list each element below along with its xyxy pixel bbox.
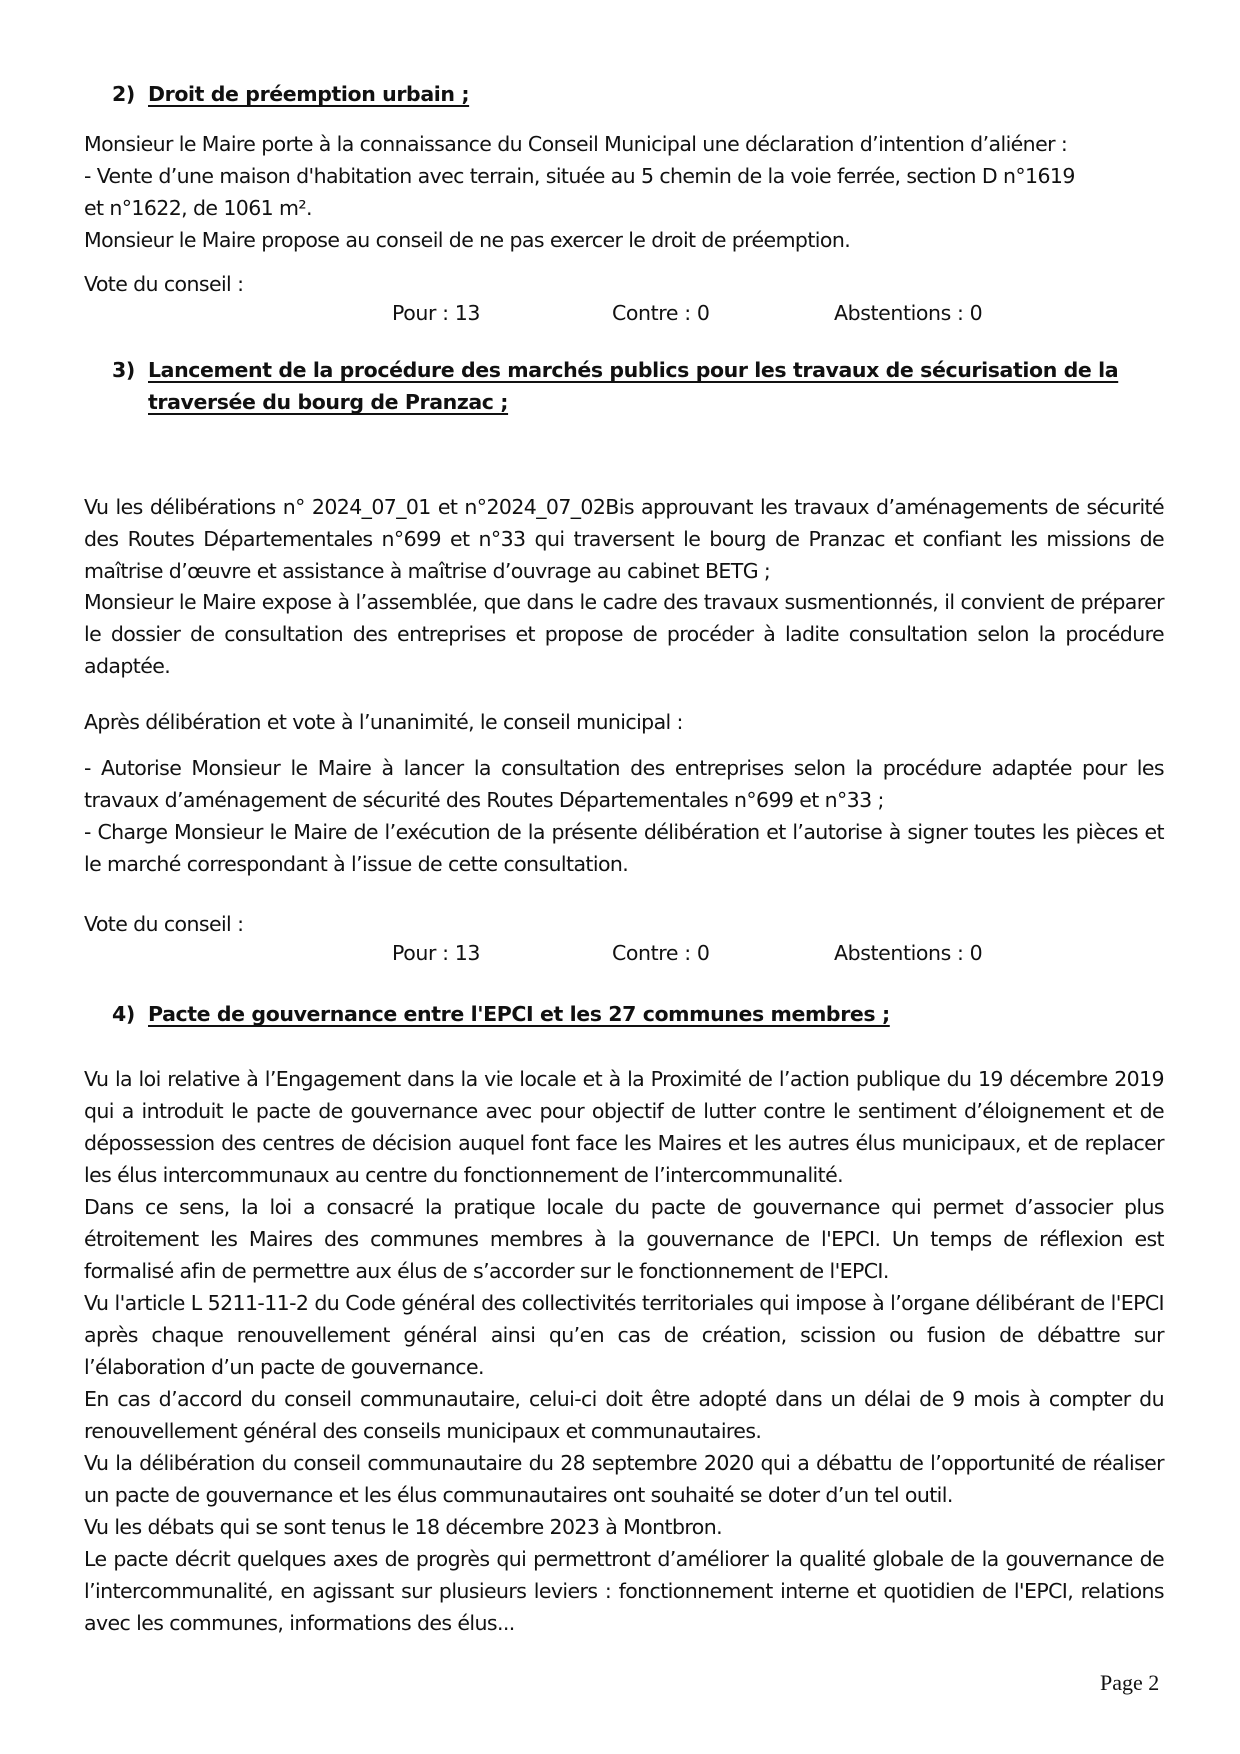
text-line: et n°1622, de 1061 m². — [84, 196, 312, 220]
paragraph: - Charge Monsieur le Maire de l’exécution de la présente délibération et l’autorise à signer toutes les pièces et le marché correspondant à l’issue de cette consultation. — [84, 820, 1164, 876]
paragraph: - Autorise Monsieur le Maire à lancer la consultation des entreprises selon la procédure adaptée pour les travaux d’aménagement de sécurité des Routes Départementales n°699 et n°33 ; — [84, 756, 1164, 812]
vote-abstentions: Abstentions : 0 — [834, 301, 983, 325]
vote-contre: Contre : 0 — [612, 301, 710, 325]
paragraph: Vu les délibérations n° 2024_07_01 et n°2024_07_02Bis approuvant les travaux d’aménagements de sécurité des Routes Départementales n°699 et n°33 qui traversent le bourg de Pranzac et confiant les missions de maîtrise d’œuvre et assistance à maîtrise d’ouvrage au cabinet BETG ; — [84, 495, 1164, 583]
vote-contre: Contre : 0 — [612, 941, 710, 965]
section-number: 2) — [112, 82, 135, 106]
paragraph: Dans ce sens, la loi a consacré la pratique locale du pacte de gouvernance qui permet d’associer plus étroitement les Maires des communes membres à la gouvernance de l'EPCI. Un temps de réflexion est formalisé afin de permettre aux élus de s’accorder sur le fonctionnement de l'EPCI. — [84, 1195, 1164, 1283]
vote-pour: Pour : 13 — [392, 301, 481, 325]
paragraph: En cas d’accord du conseil communautaire, celui-ci doit être adopté dans un délai de 9 mois à compter du renouvellement général des conseils municipaux et communautaires. — [84, 1387, 1164, 1443]
section-title-continued: traversée du bourg de Pranzac ; — [148, 390, 509, 414]
section-number: 4) — [112, 1002, 135, 1026]
section-title: Lancement de la procédure des marchés publics pour les travaux de sécurisation de la — [148, 358, 1119, 382]
text-line: - Vente d’une maison d'habitation avec terrain, située au 5 chemin de la voie ferrée, section D n°1619 — [84, 164, 1075, 188]
section-2-heading — [112, 78, 469, 110]
section-4-heading — [112, 998, 890, 1030]
paragraph: Vu les débats qui se sont tenus le 18 décembre 2023 à Montbron. — [84, 1515, 722, 1539]
section-title: Droit de préemption urbain ; — [148, 82, 470, 106]
vote-label: Vote du conseil : — [84, 912, 244, 936]
section-number: 3) — [112, 358, 135, 382]
paragraph: Vu la loi relative à l’Engagement dans la vie locale et à la Proximité de l’action publique du 19 décembre 2019 qui a introduit le pacte de gouvernance avec pour objectif de lutter contre le sentiment d’éloignement et de dépossession des centres de décision auquel font face les Maires et les autres élus municipaux, et de replacer les élus intercommunaux au centre du fonctionnement de l’intercommunalité. — [84, 1067, 1164, 1187]
section-2-body — [84, 128, 1164, 256]
page-number: Page 2 — [1100, 1670, 1160, 1695]
paragraph: Vu l'article L 5211-11-2 du Code général des collectivités territoriales qui impose à l’organe délibérant de l'EPCI après chaque renouvellement général ainsi qu’en cas de création, scission ou fusion de débattre sur l’élaboration d’un pacte de gouvernance. — [84, 1291, 1164, 1379]
text-line: Monsieur le Maire propose au conseil de ne pas exercer le droit de préemption. — [84, 228, 851, 252]
vote-label: Vote du conseil : — [84, 272, 244, 296]
section-title: Pacte de gouvernance entre l'EPCI et les 27 communes membres ; — [148, 1002, 890, 1026]
paragraph: Le pacte décrit quelques axes de progrès qui permettront d’améliorer la qualité globale de la gouvernance de l’intercommunalité, en agissant sur plusieurs leviers : fonctionnement interne et quotidien de l'EPCI, relations avec les communes, informations des élus... — [84, 1547, 1164, 1635]
text-line: Monsieur le Maire porte à la connaissance du Conseil Municipal une déclaration d’intention d’aliéner : — [84, 132, 1068, 156]
paragraph: Monsieur le Maire expose à l’assemblée, que dans le cadre des travaux susmentionnés, il convient de préparer le dossier de consultation des entreprises et propose de procéder à ladite consultation selon la procédure adaptée. — [84, 590, 1164, 678]
paragraph: Après délibération et vote à l’unanimité, le conseil municipal : — [84, 710, 683, 734]
vote-pour: Pour : 13 — [392, 941, 481, 965]
section-3-heading — [112, 354, 1118, 418]
vote-abstentions: Abstentions : 0 — [834, 941, 983, 965]
paragraph: Vu la délibération du conseil communautaire du 28 septembre 2020 qui a débattu de l’opportunité de réaliser un pacte de gouvernance et les élus communautaires ont souhaité se doter d’un tel outil. — [84, 1451, 1164, 1507]
